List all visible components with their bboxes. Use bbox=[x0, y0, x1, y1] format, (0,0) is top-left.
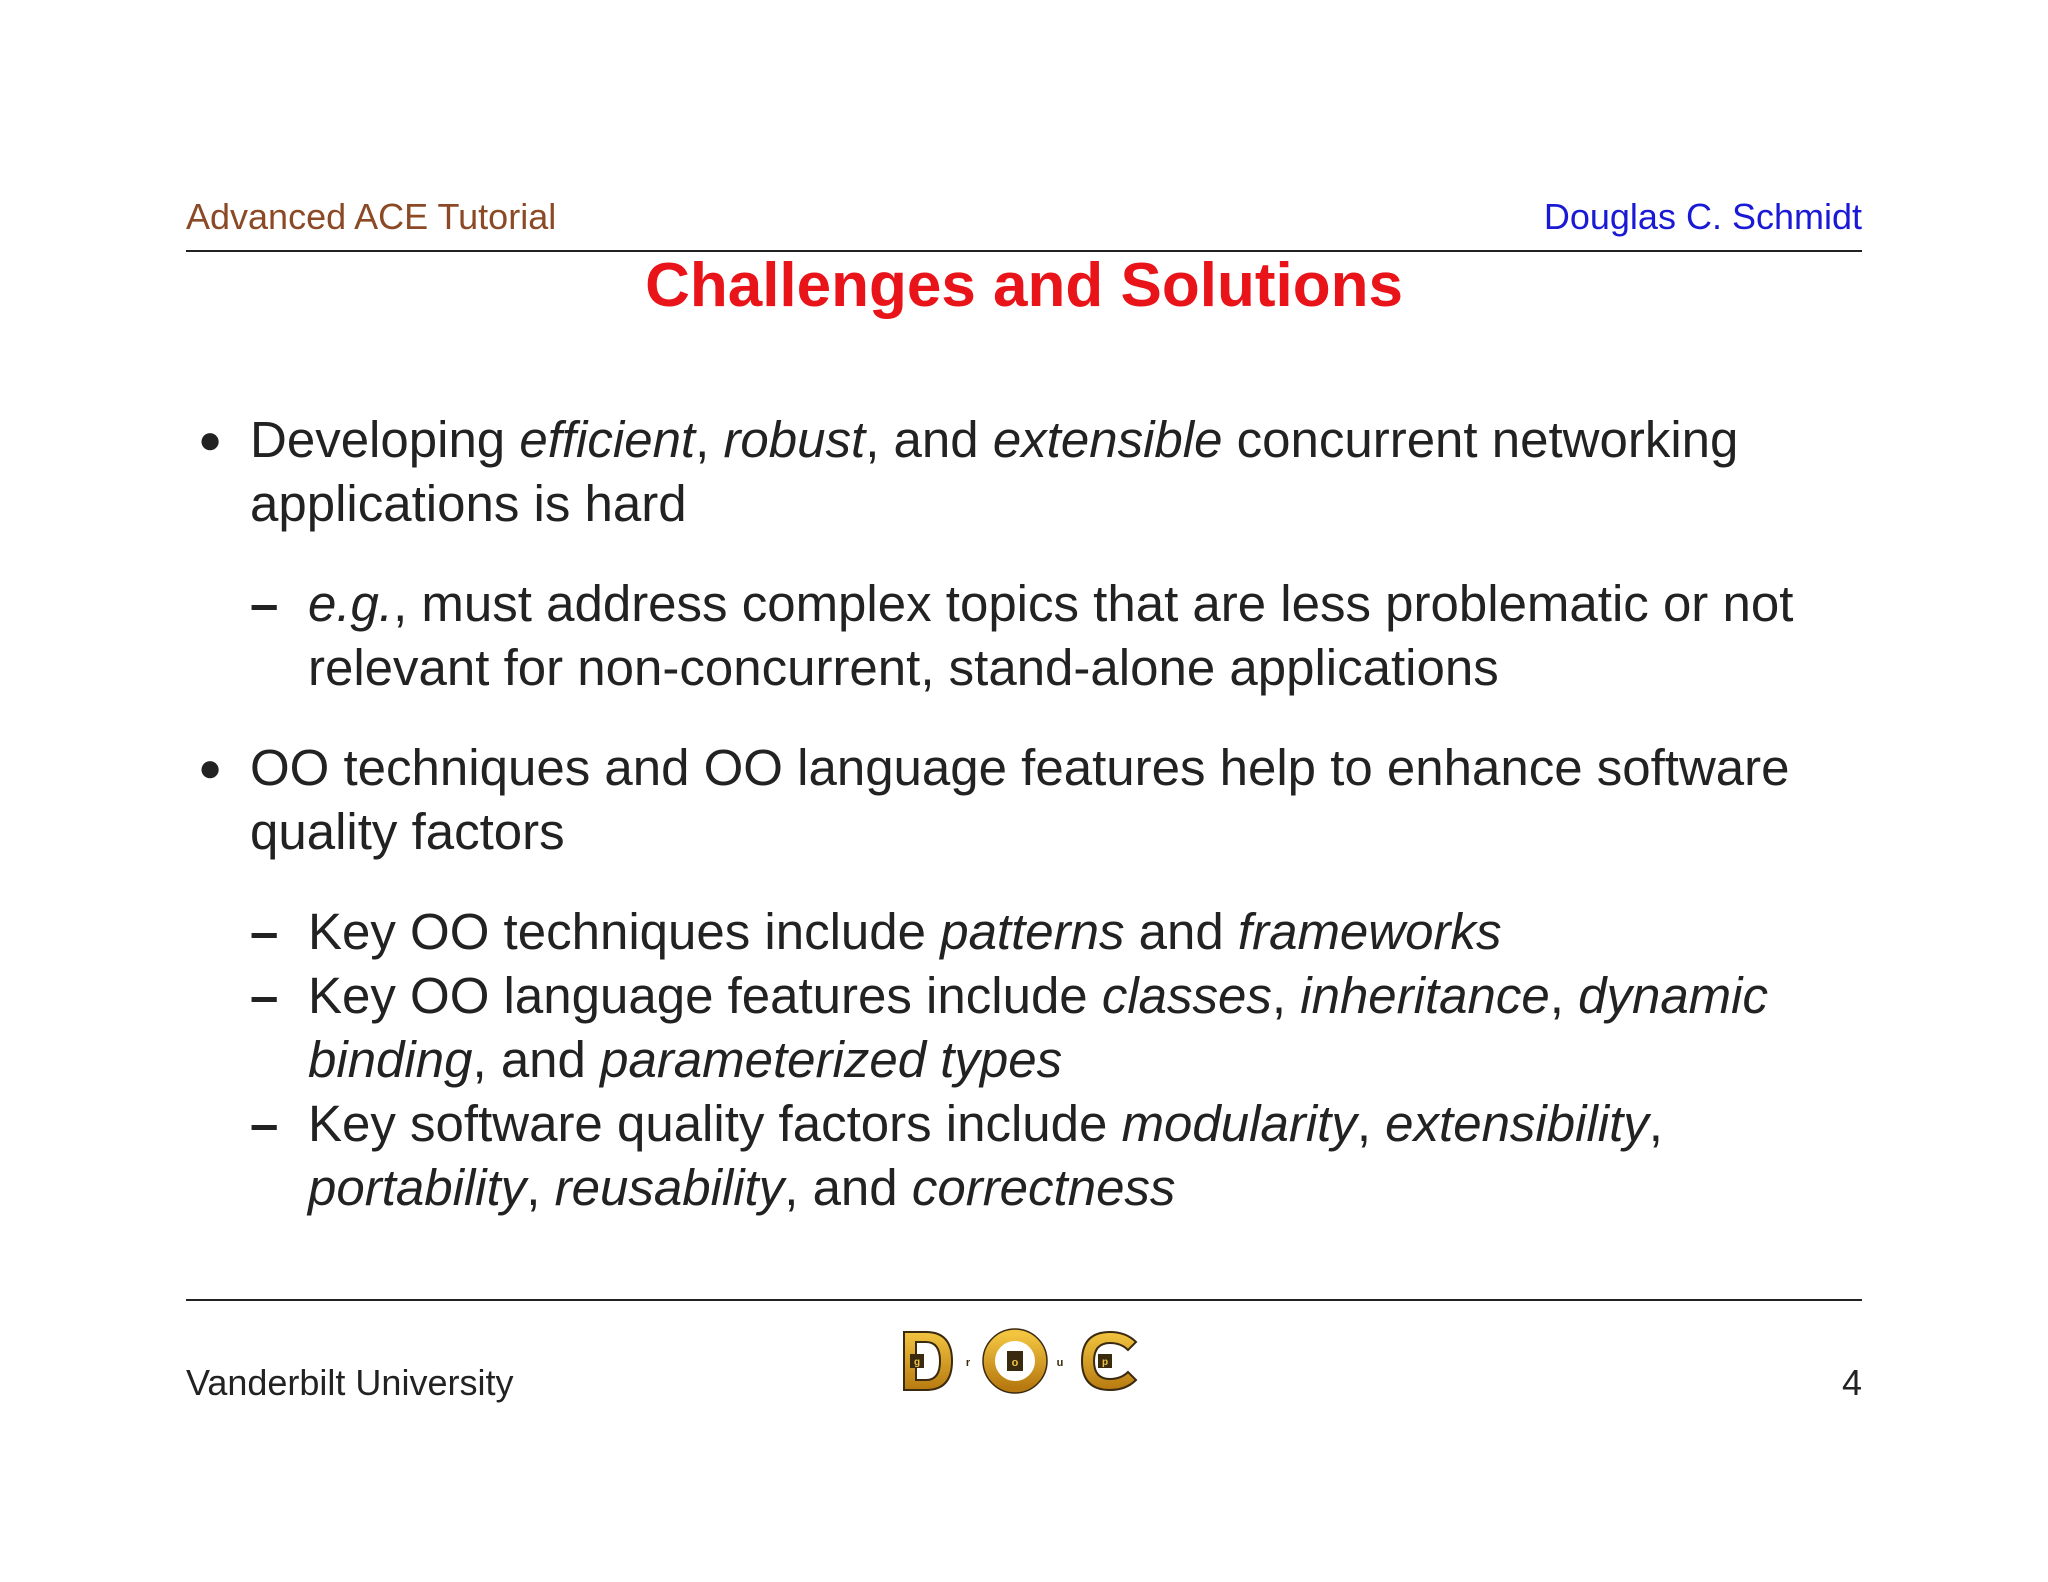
sub-bullet-text: Key OO language features include bbox=[308, 967, 1102, 1024]
bullet-emphasis: robust bbox=[723, 411, 866, 468]
dash-icon: – bbox=[250, 967, 279, 1024]
bullet-emphasis: extensible bbox=[992, 411, 1223, 468]
sub-bullet-text: , bbox=[526, 1159, 555, 1216]
svg-text:r: r bbox=[965, 1357, 971, 1369]
bullet-text: , and bbox=[865, 411, 993, 468]
sub-bullet-text: and bbox=[1124, 903, 1238, 960]
sub-bullet-continuation bbox=[186, 1028, 1876, 1092]
sub-bullet-emphasis: extensibility bbox=[1385, 1095, 1649, 1152]
sub-bullet-text: , and bbox=[472, 1031, 601, 1088]
bullet-item bbox=[186, 408, 1876, 472]
sub-bullet-item bbox=[186, 1092, 1876, 1156]
sub-bullet-text: Key OO techniques include bbox=[308, 903, 941, 960]
dash-icon: – bbox=[250, 903, 279, 960]
page-number: 4 bbox=[1841, 1362, 1862, 1403]
sub-bullet-continuation bbox=[186, 1156, 1876, 1220]
svg-text:g: g bbox=[913, 1357, 921, 1368]
bullet-dot-icon: ● bbox=[198, 746, 223, 790]
bullet-text: , bbox=[695, 411, 724, 468]
sub-bullet-emphasis: dynamic bbox=[1578, 967, 1768, 1024]
bullet-text: Developing bbox=[250, 411, 520, 468]
footer-divider bbox=[186, 1299, 1862, 1301]
footer-institution: Vanderbilt University bbox=[186, 1362, 514, 1403]
header-author: Douglas C. Schmidt bbox=[1543, 196, 1862, 237]
svg-text:u: u bbox=[1056, 1357, 1064, 1369]
svg-text:o: o bbox=[1011, 1357, 1019, 1369]
bullet-text: OO techniques and OO language features help to enhance software bbox=[250, 739, 1790, 796]
sub-bullet-text: , bbox=[1356, 1095, 1386, 1152]
bullet-dot-icon: ● bbox=[198, 418, 223, 462]
sub-bullet-emphasis: classes bbox=[1101, 967, 1272, 1024]
bullet-continuation bbox=[186, 472, 1876, 536]
sub-bullet-emphasis: portability bbox=[308, 1159, 527, 1216]
sub-bullet-item bbox=[186, 964, 1876, 1028]
sub-bullet-emphasis: reusability bbox=[554, 1159, 785, 1216]
sub-bullet-item bbox=[186, 900, 1876, 964]
svg-text:p: p bbox=[1101, 1357, 1109, 1368]
bullet-text: applications is hard bbox=[250, 475, 687, 532]
sub-bullet-emphasis: correctness bbox=[911, 1159, 1176, 1216]
header-course-title: Advanced ACE Tutorial bbox=[186, 196, 557, 237]
sub-bullet-text: , bbox=[1271, 967, 1301, 1024]
slide-title: Challenges and Solutions bbox=[645, 251, 1403, 320]
sub-bullet-text: Key software quality factors include bbox=[308, 1095, 1122, 1152]
bullet-item bbox=[186, 736, 1876, 800]
sub-bullet-emphasis: inheritance bbox=[1300, 967, 1550, 1024]
sub-bullet-emphasis: frameworks bbox=[1237, 903, 1502, 960]
sub-bullet-text: relevant for non-concurrent, stand-alone applications bbox=[308, 639, 1499, 696]
sub-bullet-item bbox=[186, 572, 1876, 636]
sub-bullet-text: , bbox=[1648, 1095, 1663, 1152]
sub-bullet-emphasis: patterns bbox=[940, 903, 1125, 960]
sub-bullet-emphasis: e.g. bbox=[308, 575, 394, 632]
doc-group-logo bbox=[900, 1326, 1150, 1396]
bullet-text: quality factors bbox=[250, 803, 565, 860]
sub-bullet-text: , and bbox=[784, 1159, 912, 1216]
bullet-continuation bbox=[186, 800, 1876, 864]
sub-bullet-emphasis: parameterized types bbox=[600, 1031, 1063, 1088]
bullet-emphasis: efficient bbox=[519, 411, 696, 468]
sub-bullet-text: , must address complex topics that are less problematic or not bbox=[393, 575, 1794, 632]
bullet-text: concurrent networking bbox=[1222, 411, 1739, 468]
sub-bullet-text: , bbox=[1549, 967, 1579, 1024]
sub-bullet-continuation bbox=[186, 636, 1876, 700]
slide-body bbox=[186, 408, 1876, 1220]
sub-bullet-emphasis: binding bbox=[308, 1031, 473, 1088]
dash-icon: – bbox=[250, 1095, 279, 1152]
sub-bullet-emphasis: modularity bbox=[1121, 1095, 1357, 1152]
dash-icon: – bbox=[250, 575, 279, 632]
